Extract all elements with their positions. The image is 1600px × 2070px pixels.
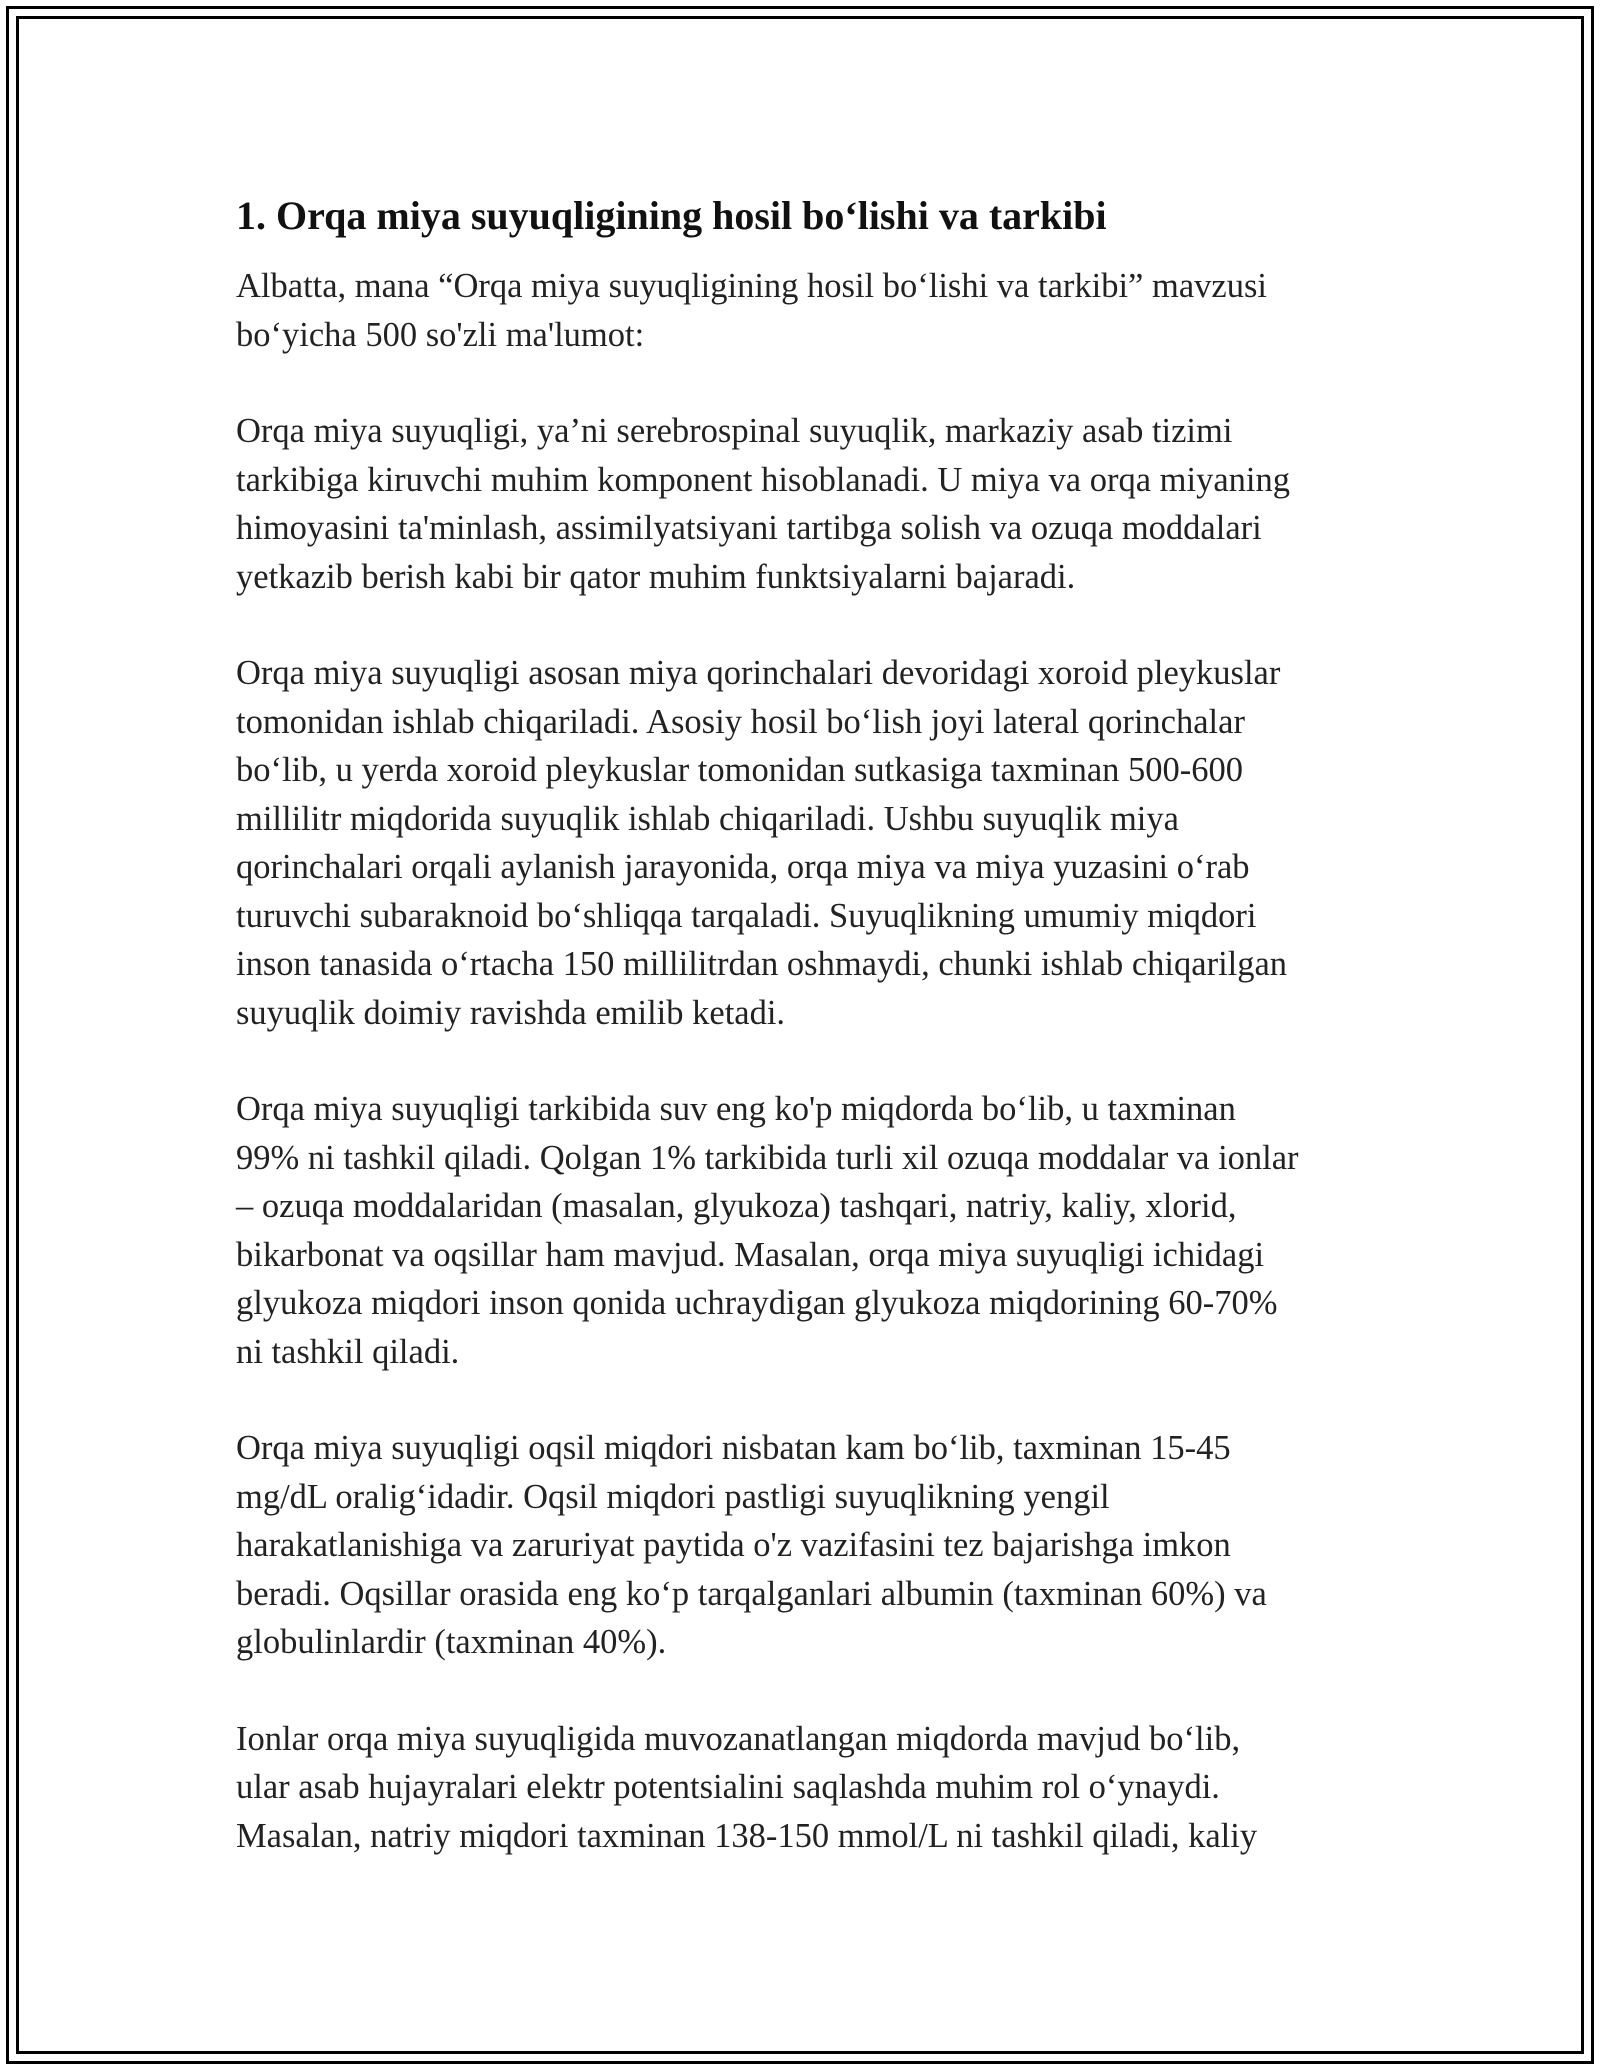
paragraph-ions: Ionlar orqa miya suyuqligida muvozanatlangan miqdorda mavjud bo‘lib, ular asab hujayralari elektr potentsialini saqlashda muhim rol o‘ynaydi. Masalan, natriy miqdori taxminan 138-150 mmol/L ni tashkil qiladi, kaliy: [236, 1719, 1258, 1855]
paragraph-formation: Orqa miya suyuqligi asosan miya qorinchalari devoridagi xoroid pleykuslar tomonidan ishlab chiqariladi. Asosiy hosil bo‘lish joyi lateral qorinchalar bo‘lib, u yerda xoroid pleykuslar tomonidan sutkasiga taxminan 500-600 millilitr miqdorida suyuqlik ishlab chiqariladi. Ushbu suyuqlik miya qorinchalari orqali aylanish jarayonida, orqa miya va miya yuzasini o‘rab turuvchi subaraknoid bo‘shliqqa tarqaladi. Suyuqlikning umumiy miqdori inson tanasida o‘rtacha 150 millilitrdan oshmaydi, chunki ishlab chiqarilgan suyuqlik doimiy ravishda emilib ketadi.: [236, 654, 1288, 1032]
paragraph-protein: Orqa miya suyuqligi oqsil miqdori nisbatan kam bo‘lib, taxminan 15-45 mg/dL oralig‘idadir. Oqsil miqdori pastligi suyuqlikning yengil harakatlanishiga va zaruriyat paytida o'z vazifasini tez bajarishga imkon beradi. Oqsillar orasida eng ko‘p tarqalganlari albumin (taxminan 60%) va globulinlardir (taxminan 40%).: [236, 1429, 1267, 1661]
paragraph-definition: Orqa miya suyuqligi, ya’ni serebrospinal suyuqlik, markaziy asab tizimi tarkibiga kiruvchi muhim komponent hisoblanadi. U miya va orqa miyaning himoyasini ta'minlash, assimilyatsiyani tartibga solish va ozuqa moddalari yetkazib berish kabi bir qator muhim funktsiyalarni bajaradi.: [236, 412, 1290, 596]
document-body: [236, 190, 1386, 1908]
section-heading: 1. Orqa miya suyuqligining hosil bo‘lishi va tarkibi: [236, 193, 1107, 238]
paragraph-intro: Albatta, mana “Orqa miya suyuqligining hosil bo‘lishi va tarkibi” mavzusi bo‘yicha 500 so'zli ma'lumot:: [236, 267, 1267, 354]
paragraph-composition: Orqa miya suyuqligi tarkibida suv eng ko'p miqdorda bo‘lib, u taxminan 99% ni tashkil qiladi. Qolgan 1% tarkibida turli xil ozuqa moddalar va ionlar – ozuqa moddalaridan (masalan, glyukoza) tashqari, natriy, kaliy, xlorid, bikarbonat va oqsillar ham mavjud. Masalan, orqa miya suyuqligi ichidagi glyukoza miqdori inson qonida uchraydigan glyukoza miqdorining 60-70% ni tashkil qiladi.: [236, 1090, 1299, 1371]
